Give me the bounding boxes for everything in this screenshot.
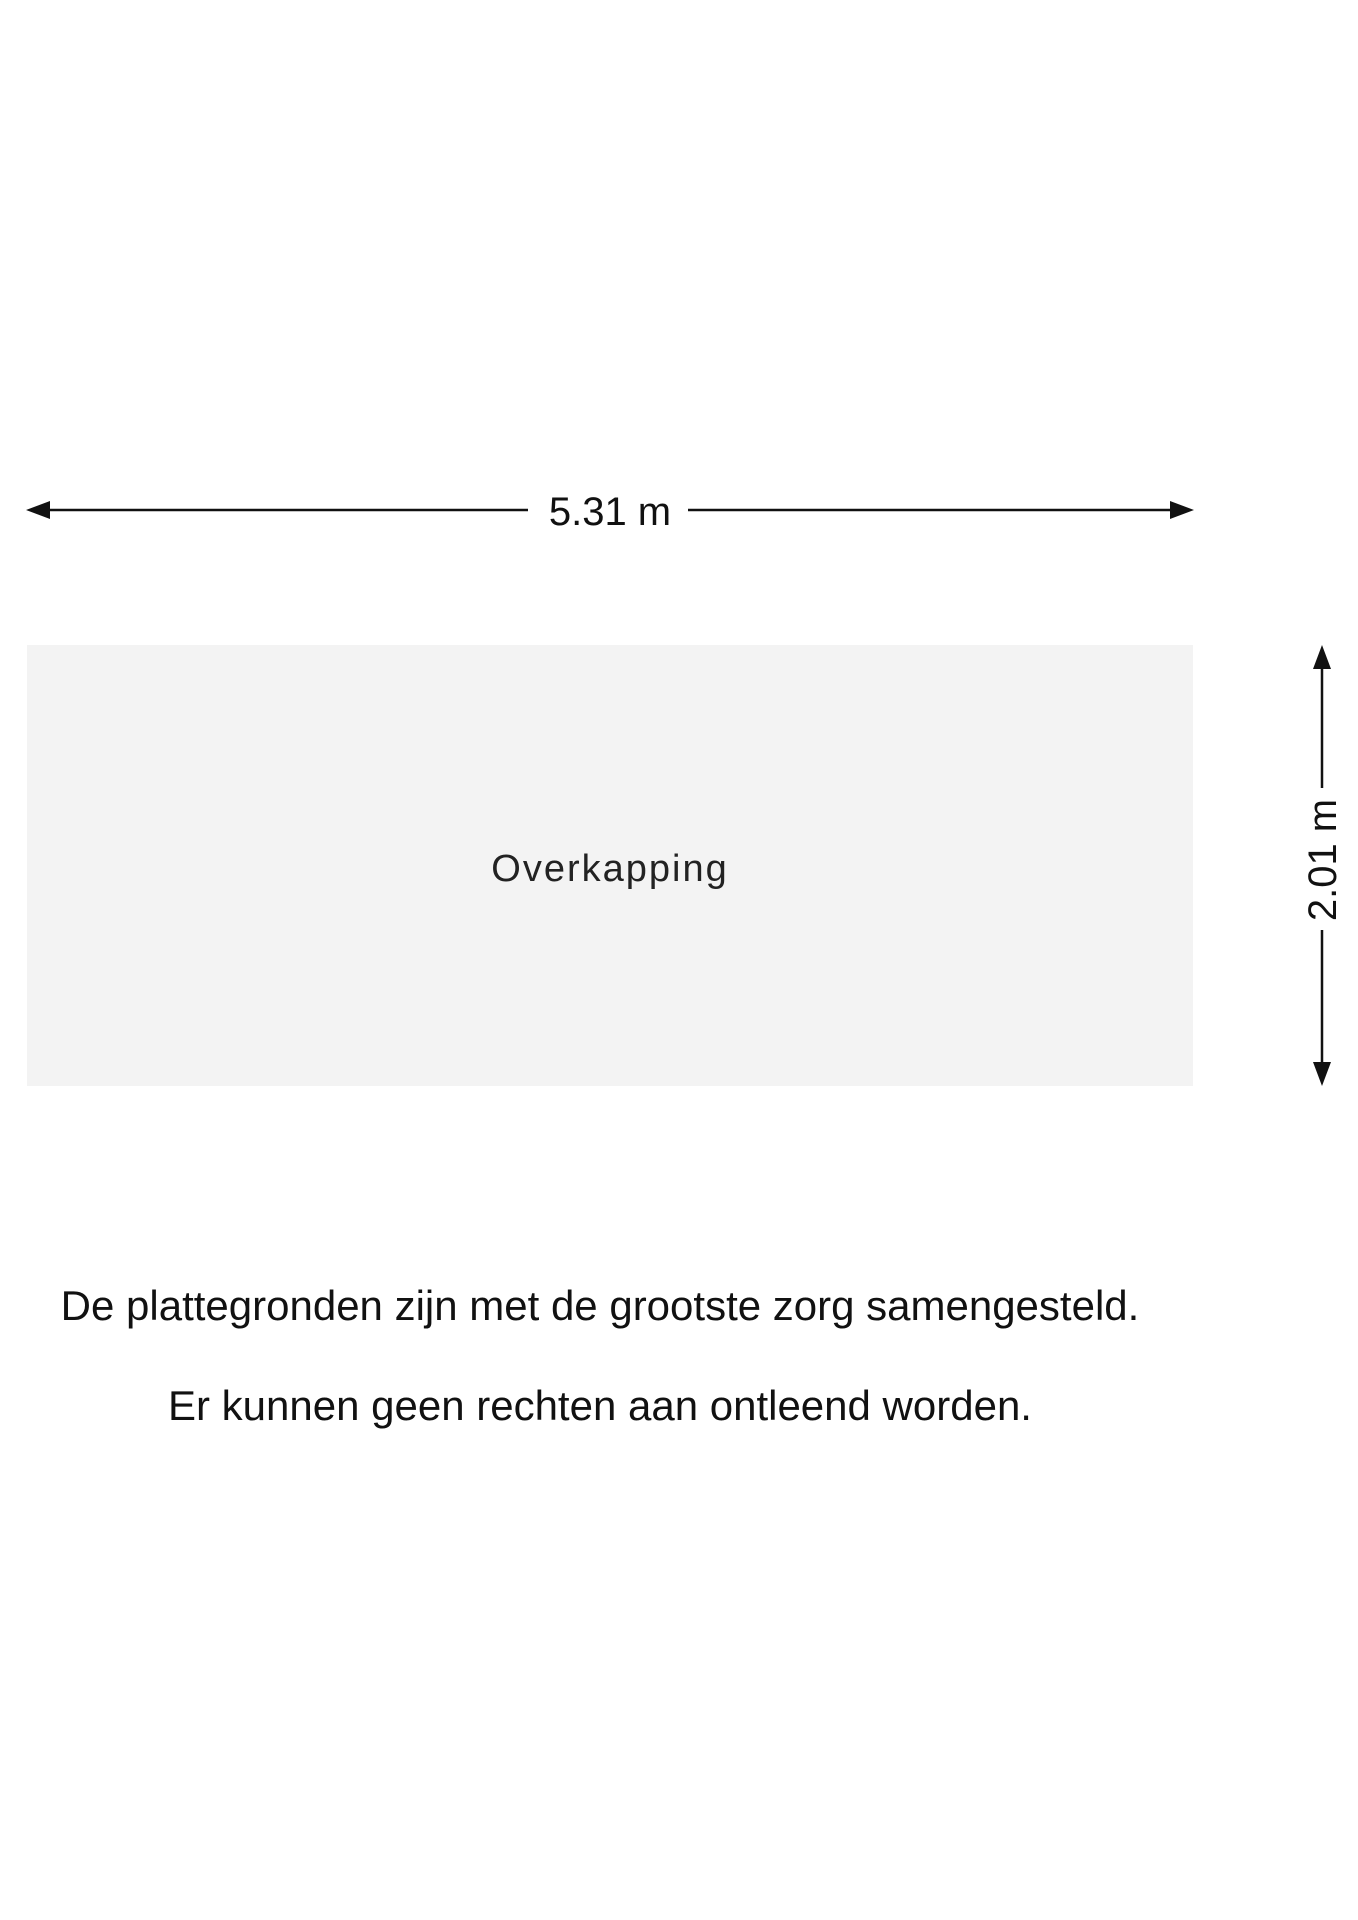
width-dimension (26, 490, 1194, 534)
disclaimer-line-2: Er kunnen geen rechten aan ontleend worden. (168, 1382, 1032, 1429)
arrow-left-icon (26, 501, 50, 519)
depth-dimension-label: 2.01 m (1301, 798, 1345, 922)
disclaimer-line-1: De plattegronden zijn met de grootste zorg samengesteld. (60, 1282, 1140, 1329)
width-dimension-label: 5.31 m (548, 490, 672, 534)
depth-dimension (1301, 645, 1345, 1086)
arrow-right-icon (1170, 501, 1194, 519)
arrow-down-icon (1313, 1062, 1331, 1086)
arrow-up-icon (1313, 645, 1331, 669)
room-label: Overkapping (491, 848, 729, 890)
